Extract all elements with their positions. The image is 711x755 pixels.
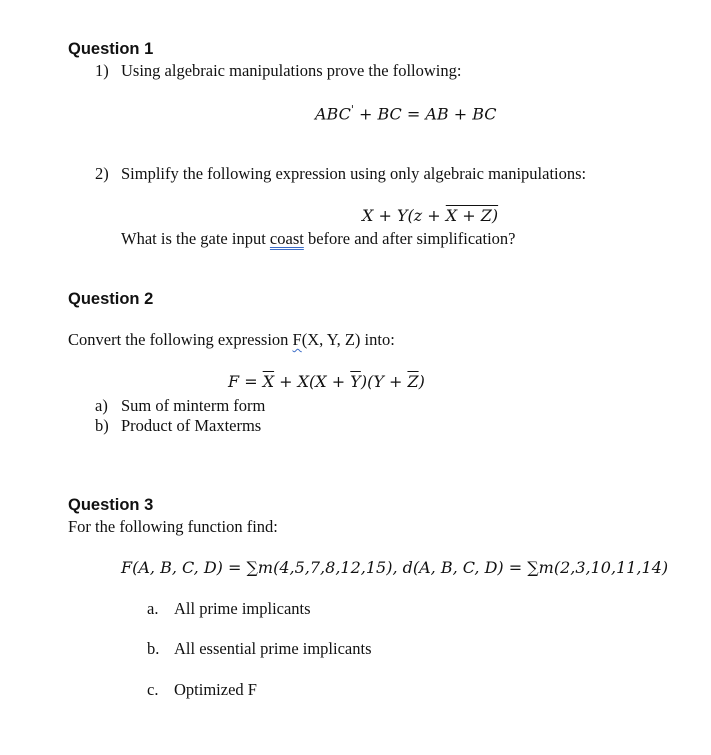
q1-item1-number: 1) (95, 61, 109, 80)
q1-expr-pre: X + Y(z + (362, 206, 446, 225)
question-1-heading: Question 1 (68, 40, 154, 58)
q1-item2-number: 2) (95, 164, 109, 183)
q2-item-b-label: b) (95, 416, 109, 435)
q1-gate-question-pre: What is the gate input (121, 229, 270, 248)
q1-gate-question-post: before and after simplification? (303, 229, 516, 248)
q2-item-a-text: Sum of minterm form (121, 396, 266, 415)
q3-item-a-text: All prime implicants (174, 599, 311, 618)
q2-eq-d: ) (418, 372, 425, 391)
q3-item-c-label: c. (147, 680, 159, 699)
q1-equation (315, 103, 497, 123)
q2-eq-a: F = (228, 372, 263, 391)
question-2-heading: Question 2 (68, 290, 154, 308)
q3-equation (121, 558, 668, 577)
q2-item-a-label: a) (95, 396, 108, 415)
q2-item-b-text: Product of Maxterms (121, 416, 262, 435)
q2-intro (68, 330, 395, 350)
q2-eq-c: )(Y + (360, 372, 408, 391)
q3-item-c-text: Optimized F (174, 680, 257, 699)
q3-item-b-label: b. (147, 639, 160, 658)
q3-item-a-label: a. (147, 599, 159, 618)
q2-eq-b: + X(X + (274, 372, 351, 391)
q3-eq-sigma-2: ∑ (527, 558, 539, 577)
q2-intro-flagged-f: F (292, 330, 302, 349)
q3-eq-m2: m(2,3,10,11,14) (538, 558, 669, 577)
q1-eq-prime: ' (350, 103, 354, 116)
q1-gate-question (121, 229, 515, 249)
q2-intro-post: (X, Y, Z) into: (301, 330, 395, 349)
q1-eq-pre: ABC (315, 104, 351, 124)
q1-eq-post: + BC = AB + BC (353, 104, 497, 124)
q2-eq-ybar: $\overline{Y}$ (350, 372, 361, 391)
q2-equation (228, 372, 425, 391)
q3-eq-sigma-1: ∑ (246, 558, 258, 577)
q3-item-b-text: All essential prime implicants (174, 639, 372, 658)
q2-intro-pre: Convert the following expression (68, 330, 293, 349)
q1-item1-text: Using algebraic manipulations prove the following: (121, 61, 462, 80)
question-3-heading: Question 3 (68, 496, 154, 514)
q1-expr-overline: X + Z) (445, 206, 499, 225)
q2-eq-xbar: $\overline{X}$ (262, 372, 275, 391)
q3-eq-f: F(A, B, C, D) = (121, 558, 247, 577)
q3-intro: For the following function find: (68, 517, 278, 536)
q2-eq-zbar: $\overline{Z}$ (407, 372, 419, 391)
q1-expression (362, 206, 498, 225)
q3-eq-m1: m(4,5,7,8,12,15), d(A, B, C, D) = (257, 558, 528, 577)
q1-spelling-flag-coast: coast (269, 229, 304, 248)
q1-item2-text: Simplify the following expression using only algebraic manipulations: (121, 164, 587, 183)
